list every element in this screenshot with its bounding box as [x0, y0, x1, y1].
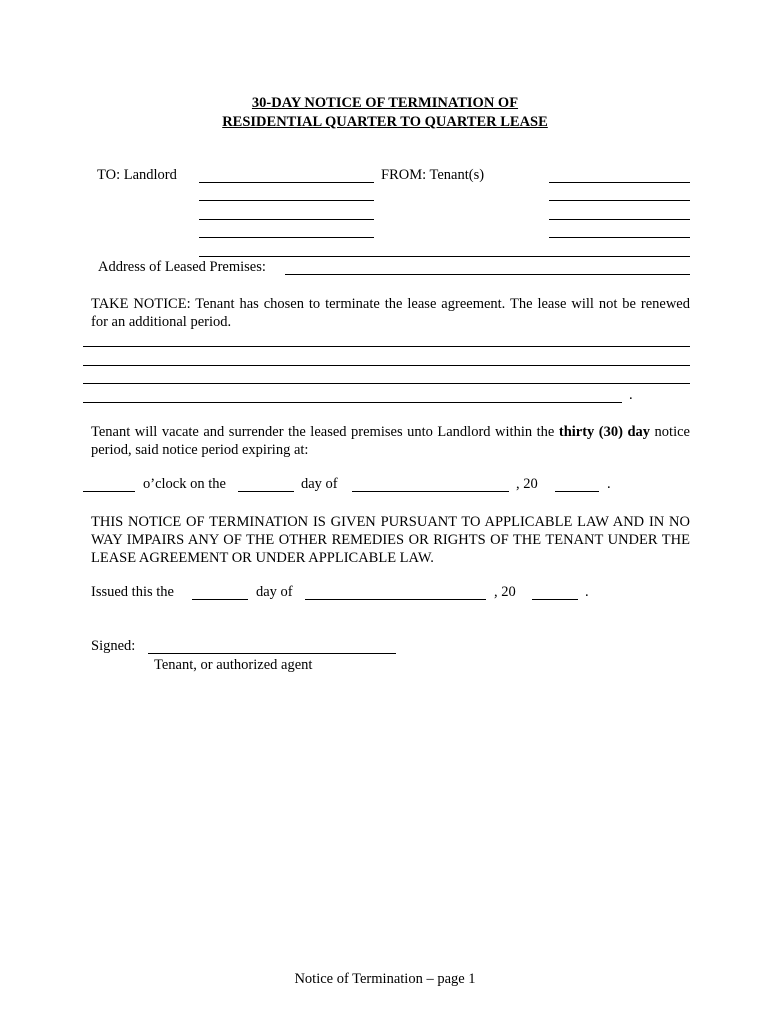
vacate-text-after: notice period, said notice period expiring at:: [91, 424, 690, 458]
landlord-name-line-1[interactable]: [199, 182, 374, 183]
issued-day-of-label: day of: [256, 584, 293, 600]
issued-year-prefix: , 20: [494, 584, 516, 600]
page-footer: Notice of Termination – page 1: [294, 971, 476, 987]
expiry-year-field[interactable]: [555, 491, 599, 492]
legal-notice-paragraph: THIS NOTICE OF TERMINATION IS GIVEN PURSUANT TO APPLICABLE LAW AND IN NO WAY IMPAIRS ANY OF THE OTHER REMEDIES OR RIGHTS OF THE TENANT UNDER THE LEASE AGREEMENT OR UNDER APPLICABLE LAW.: [91, 514, 690, 566]
to-landlord-label: TO: Landlord: [97, 167, 177, 183]
issued-month-field[interactable]: [305, 599, 486, 600]
reason-line-4[interactable]: [83, 402, 622, 403]
tenant-name-line-1[interactable]: [549, 182, 690, 183]
document-title-line-1: 30-DAY NOTICE OF TERMINATION OF: [251, 95, 519, 111]
issued-year-field[interactable]: [532, 599, 578, 600]
expiry-month-field[interactable]: [352, 491, 509, 492]
address-field-line[interactable]: [285, 274, 690, 275]
from-tenant-label: FROM: Tenant(s): [381, 167, 485, 183]
expiry-end-period: .: [607, 476, 611, 492]
vacate-bold-period: thirty (30) day: [558, 424, 651, 440]
reason-line-3[interactable]: [83, 383, 690, 384]
signature-caption: Tenant, or authorized agent: [154, 657, 313, 673]
document-title-line-2: RESIDENTIAL QUARTER TO QUARTER LEASE: [222, 114, 548, 130]
reason-end-period: .: [629, 387, 633, 403]
address-label: Address of Leased Premises:: [98, 259, 266, 275]
issued-label: Issued this the: [91, 584, 174, 600]
landlord-name-line-4[interactable]: [199, 237, 374, 238]
tenant-name-line-4[interactable]: [549, 237, 690, 238]
tenant-name-line-3[interactable]: [549, 219, 690, 220]
reason-line-1[interactable]: [83, 346, 690, 347]
expiry-hour-field[interactable]: [83, 491, 135, 492]
vacate-text-before: Tenant will vacate and surrender the leased premises unto Landlord within the: [91, 424, 559, 440]
reason-line-2[interactable]: [83, 365, 690, 366]
expiry-oclock-label: o’clock on the: [143, 476, 226, 492]
landlord-name-line-3[interactable]: [199, 219, 374, 220]
landlord-name-line-2[interactable]: [199, 200, 374, 201]
tenant-name-line-2[interactable]: [549, 200, 690, 201]
expiry-day-field[interactable]: [238, 491, 294, 492]
vacate-paragraph: [91, 423, 690, 459]
expiry-year-prefix: , 20: [516, 476, 538, 492]
signed-label: Signed:: [91, 638, 136, 654]
expiry-day-of-label: day of: [301, 476, 338, 492]
take-notice-paragraph: TAKE NOTICE: Tenant has chosen to terminate the lease agreement. The lease will not be renewed for an additional period.: [91, 296, 690, 330]
issued-end-period: .: [585, 584, 589, 600]
signature-line[interactable]: [148, 653, 396, 654]
parties-extra-line[interactable]: [199, 256, 690, 257]
issued-day-field[interactable]: [192, 599, 248, 600]
